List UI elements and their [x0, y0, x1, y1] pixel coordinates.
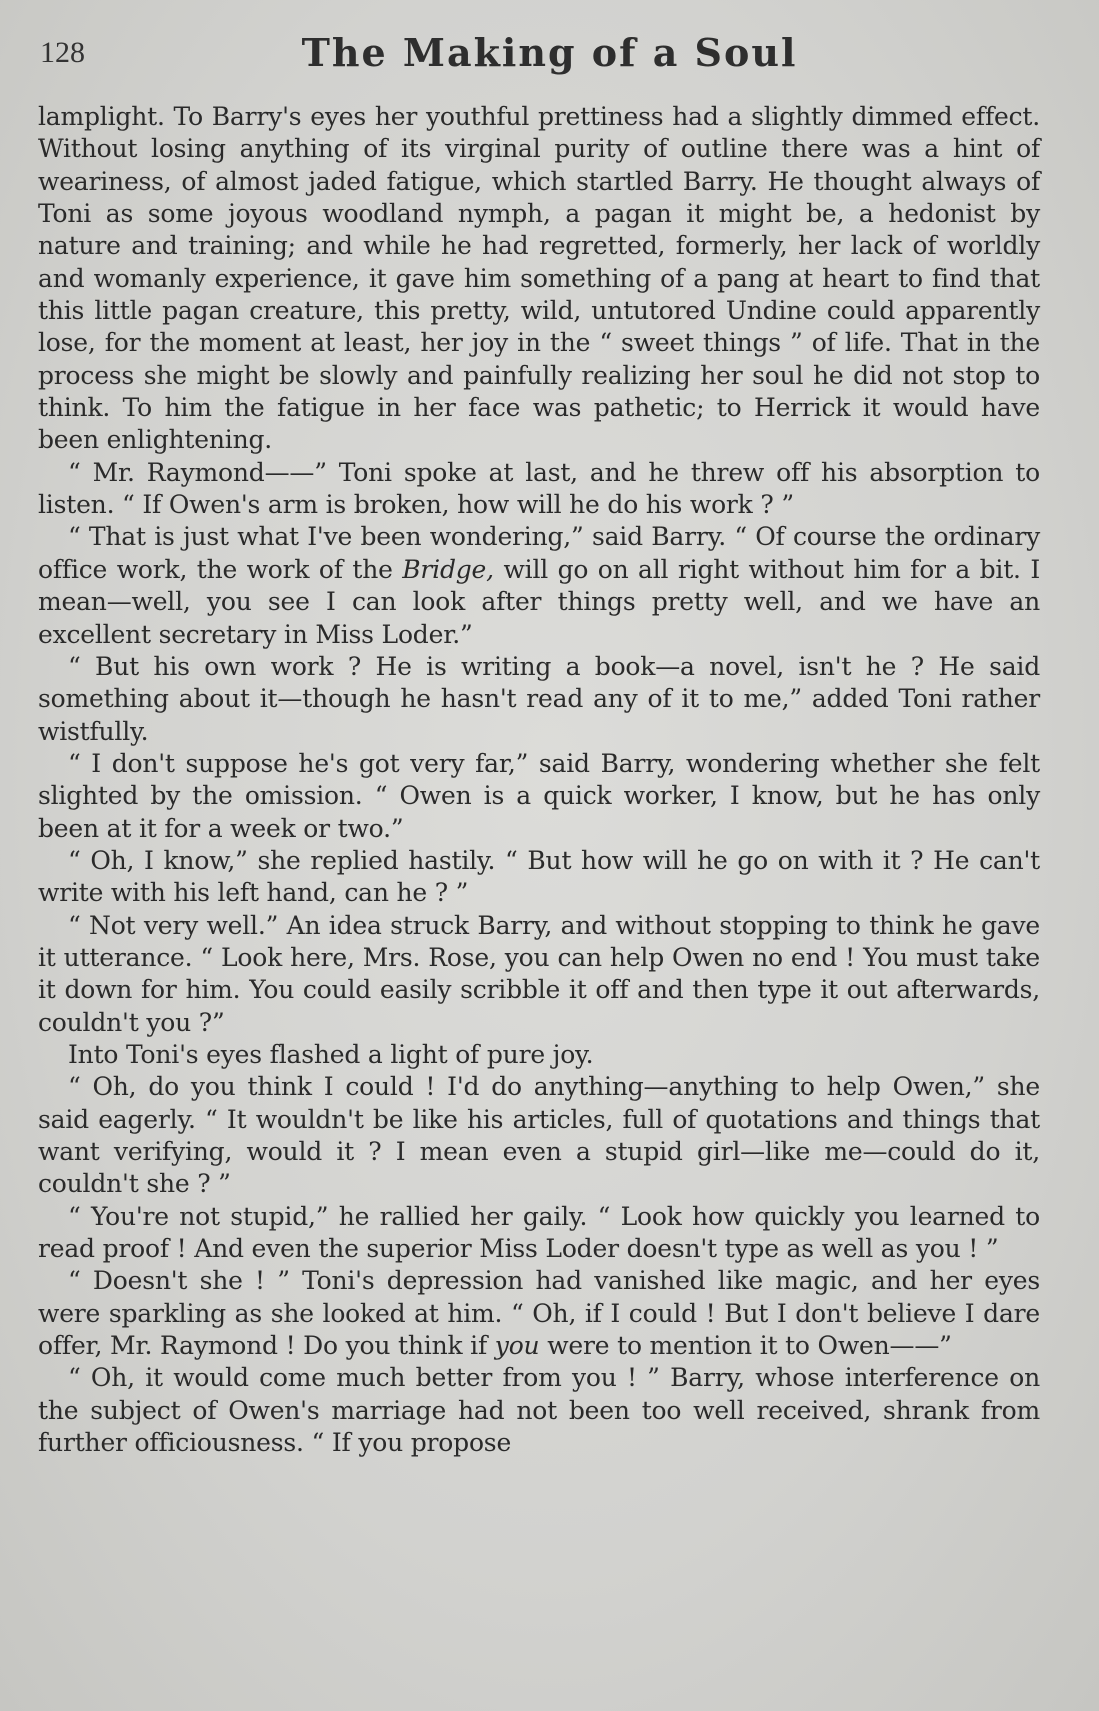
paragraph-11-italic: you: [494, 1331, 540, 1361]
paragraph-12: “ Oh, it would come much better from you ! ” Barry, whose interference on the subject of Owen's marriage had not been too well received, shrank from further officiousness. “ If you propose: [38, 1363, 1040, 1458]
paragraph-1: lamplight. To Barry's eyes her youthful prettiness had a slightly dimmed effect. Without losing anything of its virginal purity of outline there was a hint of weariness, of almost jaded fatigue, which startled Barry. He thought always of Toni as some joyous woodland nymph, a pagan it might be, a hedonist by nature and training; and while he had regretted, formerly, her lack of worldly and womanly experience, it gave him something of a pang at heart to find that this little pagan creature, this pretty, wild, untutored Undine could apparently lose, for the moment at least, her joy in the “ sweet things ” of life. That in the process she might be slowly and painfully realizing her soul he did not stop to think. To him the fatigue in her face was pathetic; to Herrick it would have been enlightening.: [38, 102, 1040, 455]
paragraph-2: “ Mr. Raymond——” Toni spoke at last, and he threw off his absorption to listen. “ If Owen's arm is broken, how will he do his work ? ”: [38, 457, 1040, 520]
paragraph-11-before: “ Doesn't she ! ” Toni's depression had vanished like magic, and her eyes were sparkling as she looked at him. “ Oh, if I could ! But I don't believe I dare offer, Mr. Raymond ! Do you think if: [38, 1266, 1040, 1361]
paragraph-3: [38, 521, 1040, 650]
body-text: [38, 101, 1040, 1459]
paragraph-8: Into Toni's eyes flashed a light of pure joy.: [68, 1039, 594, 1069]
running-title: The Making of a Soul: [301, 30, 798, 75]
paragraph-9: “ Oh, do you think I could ! I'd do anything—anything to help Owen,” she said eagerly. “ It wouldn't be like his articles, full of quotations and things that want verifying, would it ? I mean even a stupid girl—like me—could do it, couldn't she ? ”: [38, 1072, 1040, 1199]
paragraph-6: “ Oh, I know,” she replied hastily. “ But how will he go on with it ? He can't write with his left hand, can he ? ”: [38, 845, 1040, 908]
paragraph-3-before: “ That is just what I've been wondering,” said Barry. “ Of course the ordinary office work, the work of the: [38, 522, 1040, 584]
paragraph-11: [38, 1265, 1040, 1362]
paragraph-7: “ Not very well.” An idea struck Barry, and without stopping to think he gave it utterance. “ Look here, Mrs. Rose, you can help Owen no end ! You must take it down for him. You could easily scribble it off and then type it out afterwards, couldn't you ?”: [38, 910, 1040, 1037]
paragraph-3-after: will go on all right without him for a bit. I mean—well, you see I can look after things pretty well, and we have an excellent secretary in Miss Loder.”: [38, 554, 1041, 649]
paragraph-11-after: were to mention it to Owen——”: [539, 1331, 952, 1361]
paragraph-5: “ I don't suppose he's got very far,” said Barry, wondering whether she felt slighted by the omission. “ Owen is a quick worker, I know, but he has only been at it for a week or two.”: [38, 748, 1040, 843]
page-header: [40, 30, 1059, 80]
page-number: 128: [40, 36, 85, 69]
paragraph-10: “ You're not stupid,” he rallied her gaily. “ Look how quickly you learned to read proof ! And even the superior Miss Loder doesn't type as well as you ! ”: [38, 1201, 1040, 1264]
paragraph-3-italic: Bridge,: [402, 554, 494, 584]
paragraph-4: “ But his own work ? He is writing a book—a novel, isn't he ? He said something about it—though he hasn't read any of it to me,” added Toni rather wistfully.: [38, 651, 1040, 746]
